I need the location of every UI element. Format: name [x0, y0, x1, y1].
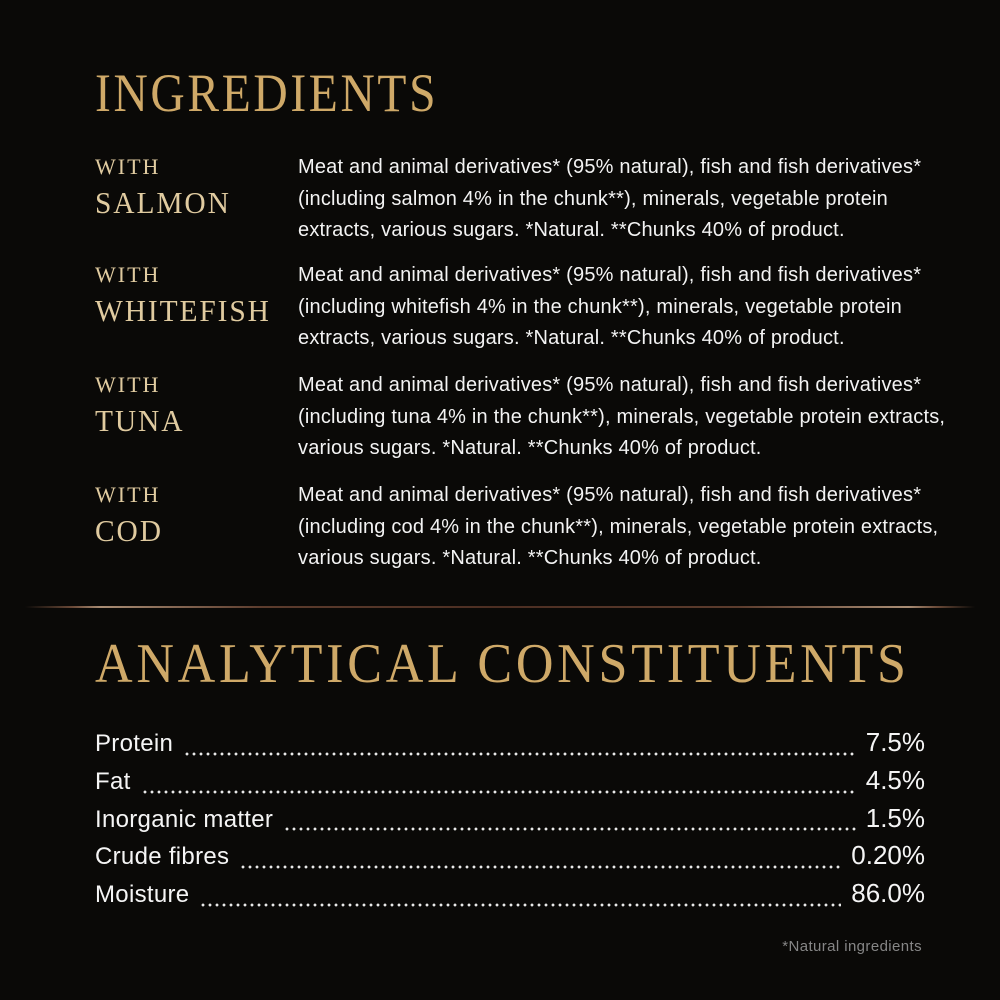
row-value: 1.5% — [865, 802, 925, 833]
row-label: Crude fibres — [95, 843, 230, 871]
variant-label-tuna — [95, 374, 295, 436]
table-row-protein — [95, 727, 925, 765]
variant-name: SALMON — [95, 185, 231, 220]
table-row-inorganic-matter — [95, 803, 925, 841]
variant-label-whitefish — [95, 264, 295, 326]
dot-leader — [241, 865, 841, 869]
variant-prefix: WITH — [95, 372, 161, 397]
row-label: Inorganic matter — [95, 805, 274, 833]
row-value: 4.5% — [865, 764, 925, 795]
variant-prefix: WITH — [95, 482, 161, 507]
dot-leader — [285, 827, 856, 831]
dot-leader — [143, 790, 856, 794]
variant-prefix: WITH — [95, 154, 161, 179]
dot-leader — [201, 903, 841, 907]
row-label: Fat — [95, 767, 131, 795]
analytical-constituents-table — [95, 727, 925, 916]
variant-prefix: WITH — [95, 262, 161, 287]
variant-label-cod — [95, 484, 295, 546]
table-row-moisture — [95, 878, 925, 916]
variant-name: WHITEFISH — [95, 293, 271, 328]
natural-ingredients-footnote: *Natural ingredients — [782, 938, 922, 955]
table-row-crude-fibres — [95, 840, 925, 878]
variant-name: TUNA — [95, 403, 185, 438]
ingredient-text-salmon: Meat and animal derivatives* (95% natural), fish and fish derivatives* (including salmon 4% in the chunk**), minerals, vegetable protein extracts, various sugars. *Natural. **Chunks 40% of product. — [298, 156, 922, 241]
row-value: 7.5% — [865, 727, 925, 757]
ingredients-title: INGREDIENTS — [95, 63, 439, 123]
table-row-fat — [95, 765, 925, 803]
row-value: 86.0% — [851, 878, 925, 909]
variant-name: COD — [95, 513, 163, 548]
dot-leader — [185, 752, 856, 756]
section-divider — [25, 606, 975, 608]
variant-label-salmon — [95, 156, 295, 218]
row-value: 0.20% — [851, 840, 925, 871]
row-label: Protein — [95, 730, 174, 757]
ingredient-text-tuna: Meat and animal derivatives* (95% natural), fish and fish derivatives* (including tuna 4% in the chunk**), minerals, vegetable protein extracts, various sugars. *Natural. **Chunks 40% of product. — [298, 374, 946, 459]
ingredient-text-cod: Meat and animal derivatives* (95% natural), fish and fish derivatives* (including cod 4% in the chunk**), minerals, vegetable protein extracts, various sugars. *Natural. **Chunks 40% of product. — [298, 484, 939, 569]
row-label: Moisture — [95, 881, 190, 909]
analytical-constituents-title: ANALYTICAL CONSTITUENTS — [95, 633, 910, 695]
ingredient-text-whitefish: Meat and animal derivatives* (95% natural), fish and fish derivatives* (including whitefish 4% in the chunk**), minerals, vegetable protein extracts, various sugars. *Natural. **Chunks 40% of product. — [298, 264, 922, 349]
